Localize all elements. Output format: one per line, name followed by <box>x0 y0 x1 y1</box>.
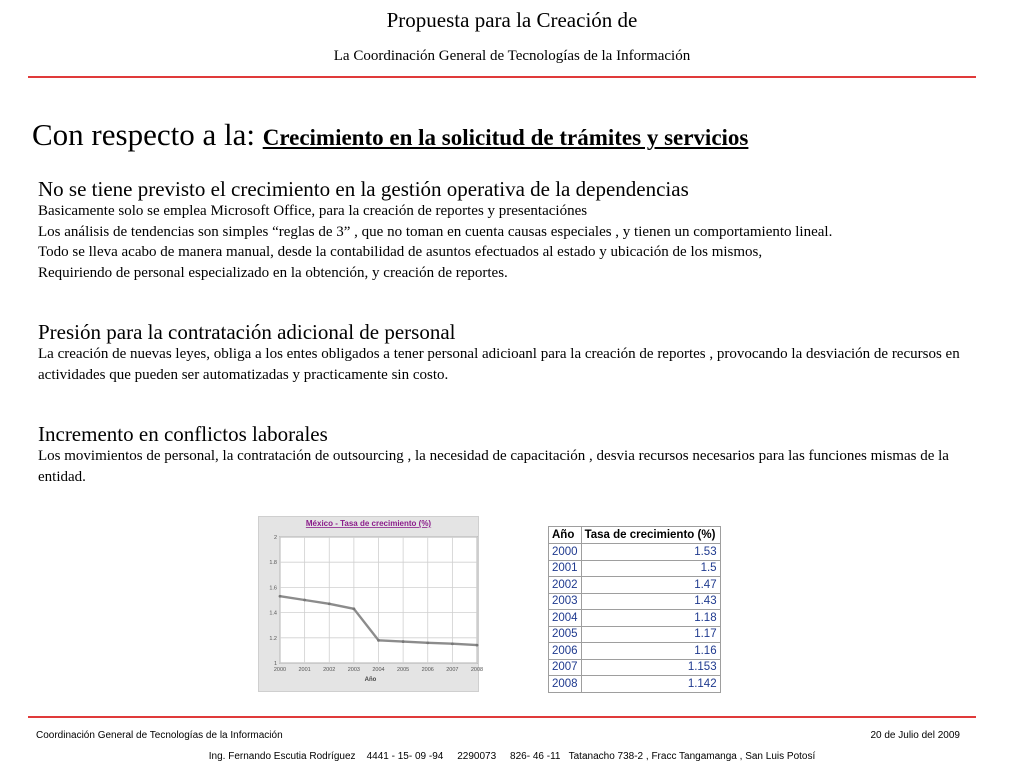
table-cell-rate: 1.153 <box>581 659 720 676</box>
table-cell-rate: 1.53 <box>581 544 720 561</box>
section-labor-conflicts <box>38 422 968 487</box>
table-cell-year: 2002 <box>549 577 582 594</box>
chart-data-point <box>279 595 282 598</box>
footer-organization: Coordinación General de Tecnologías de la Información <box>36 730 283 741</box>
chart-x-tick-label: 2008 <box>470 667 484 673</box>
header-title: Propuesta para la Creación de <box>386 8 638 32</box>
chart-y-tick-label: 1 <box>273 661 277 667</box>
chart-y-tick-label: 2 <box>273 535 277 541</box>
table-cell-rate: 1.5 <box>581 560 720 577</box>
chart-y-tick-label: 1.8 <box>269 560 277 567</box>
footer-date: 20 de Julio del 2009 <box>870 730 960 741</box>
body-line: Basicamente solo se emplea Microsoft Office, para la creación de reportes y presentaciónes <box>38 203 588 219</box>
table-row <box>549 659 721 676</box>
header-subtitle: La Coordinación General de Tecnologías de la Información <box>333 48 691 64</box>
table-cell-year: 2004 <box>549 610 582 627</box>
growth-rate-table <box>548 526 721 693</box>
main-heading-topic: Crecimiento en la solicitud de trámites y servicios <box>262 125 749 150</box>
section-growth-planning <box>38 177 968 283</box>
table-row <box>549 593 721 610</box>
chart-x-tick-label: 2003 <box>347 667 360 673</box>
chart-data-point <box>451 642 454 645</box>
table-header-row <box>549 527 721 544</box>
table-row <box>549 544 721 561</box>
table-cell-year: 2006 <box>549 643 582 660</box>
body-line: Requiriendo de personal especializado en la obtención, y creación de reportes. <box>38 264 508 281</box>
chart-data-point <box>377 639 380 642</box>
table-cell-rate: 1.43 <box>581 593 720 610</box>
chart-x-tick-label: 2002 <box>323 667 336 673</box>
chart-y-tick-label: 1.6 <box>269 585 277 592</box>
section-body <box>38 201 968 283</box>
table-cell-year: 2001 <box>549 560 582 577</box>
chart-data-point <box>402 640 405 643</box>
body-line: Los movimientos de personal, la contratación de outsourcing , la necesidad de capacitación , desvia recursos necesarios para las funciones mismas de la entidad. <box>38 448 949 485</box>
table-row <box>549 577 721 594</box>
main-heading-prefix: Con respecto a la: <box>32 117 255 152</box>
table-row <box>549 643 721 660</box>
chart-data-point <box>328 602 331 605</box>
body-line: Todo se lleva acabo de manera manual, desde la contabilidad de asuntos efectuados al estado y ubicación de los mismos, <box>38 244 763 261</box>
table-cell-year: 2005 <box>549 626 582 643</box>
chart-data-point <box>352 607 355 610</box>
chart-title: México - Tasa de crecimiento (%) <box>305 519 432 528</box>
chart-x-tick-label: 2000 <box>273 667 287 673</box>
table-row <box>549 626 721 643</box>
section-staff-pressure <box>38 320 968 385</box>
table-cell-rate: 1.17 <box>581 626 720 643</box>
chart-data-point <box>426 641 429 644</box>
body-line: La creación de nuevas leyes, obliga a los entes obligados a tener personal adicioanl para la creación de reportes , provocando la desviación de recursos en actividades que pueden ser automatizadas y practicamente sin costo. <box>38 346 960 383</box>
section-title: No se tiene previsto el crecimiento en la gestión operativa de la dependencias <box>38 177 689 201</box>
chart-canvas <box>259 517 484 691</box>
table-row <box>549 676 721 693</box>
table-cell-year: 2008 <box>549 676 582 693</box>
table-cell-year: 2003 <box>549 593 582 610</box>
header-divider <box>28 76 976 78</box>
table-cell-rate: 1.47 <box>581 577 720 594</box>
section-title: Incremento en conflictos laborales <box>38 422 328 446</box>
chart-x-tick-label: 2001 <box>298 667 311 673</box>
table-cell-year: 2000 <box>549 544 582 561</box>
table-header-rate: Tasa de crecimiento (%) <box>581 527 720 544</box>
table-header-year: Año <box>549 527 582 544</box>
body-line: Los análisis de tendencias son simples “reglas de 3” , que no toman en cuenta causas especiales , y tienen un comportamiento lineal. <box>38 223 833 240</box>
chart-x-tick-label: 2006 <box>421 667 434 673</box>
table-cell-year: 2007 <box>549 659 582 676</box>
chart-y-tick-label: 1.2 <box>269 635 277 642</box>
section-body <box>38 344 968 385</box>
chart-y-tick-label: 1.4 <box>269 610 277 617</box>
chart-x-tick-label: 2005 <box>397 667 410 673</box>
footer-divider <box>28 716 976 718</box>
table-row <box>549 560 721 577</box>
chart-x-tick-label: 2004 <box>372 667 385 673</box>
chart-x-axis-label: Año <box>364 677 377 683</box>
section-body <box>38 446 968 487</box>
growth-rate-chart <box>258 516 484 692</box>
footer-contact: Ing. Fernando Escutia Rodríguez 4441 - 15- 09 -94 2290073 826- 46 -11 Tatanacho 738-2 , Fracc Tangamanga , San Luis Potosí <box>208 751 816 762</box>
main-heading <box>32 117 748 153</box>
chart-data-point <box>476 644 479 647</box>
table-cell-rate: 1.18 <box>581 610 720 627</box>
chart-data-point <box>303 599 306 602</box>
chart-x-tick-label: 2007 <box>446 667 459 673</box>
table-cell-rate: 1.16 <box>581 643 720 660</box>
table-row <box>549 610 721 627</box>
table-cell-rate: 1.142 <box>581 676 720 693</box>
section-title: Presión para la contratación adicional de personal <box>38 320 456 344</box>
